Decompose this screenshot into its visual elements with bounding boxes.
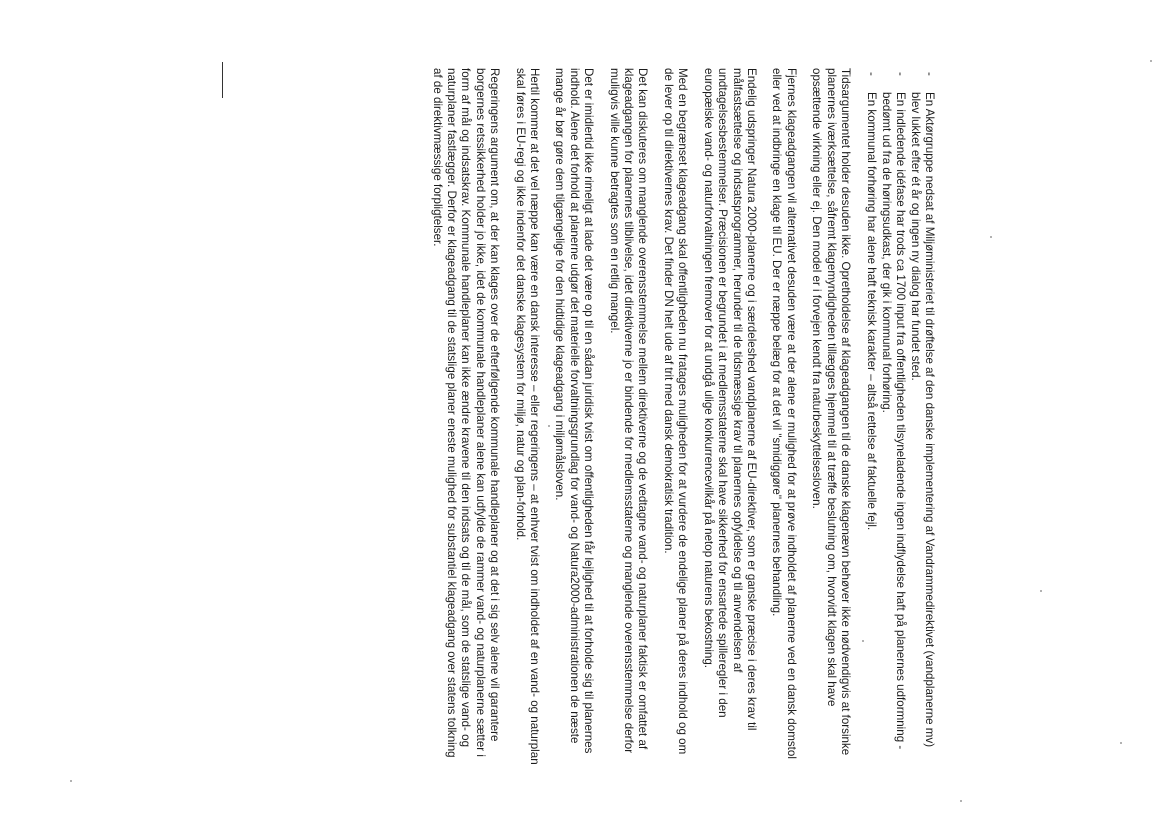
paragraph: Fjernes klageadgangen vil alternativet desuden være at der alene er mulighed for at prøve indholdet af planerne ved en dansk domstol eller ved at indbringe en klage til EU. Der er næppe belæg for at det vil "smidiggøre" planernes behandling. <box>770 68 798 759</box>
bullet-item: - En indledende idéfase har trods ca 1700 input fra offentligheden tilsyneladende ingen indflydelse haft på planernes udformning - bedømt ud fra de høringsudkast, der gik i kommunal forhøring. <box>878 92 907 768</box>
paragraph: Tidsargumentet holder desuden ikke. Opretholdelse af klageadgangen til de danske klagenævn behøver ikke nødvendigvis at forsinke planernes iværksættelse, såfremt klagemyndigheden tillægges hjemmel til at træffe beslutning om, hvorvidt klagen skal have opsættende virkning eller ej. Den model er i forvejen kendt fra naturbeskyttelsesloven. <box>810 68 852 756</box>
paragraph: Med en begrænset klageadgang skal offentligheden nu fratages muligheden for at vurdere de endelige planer på deres indhold og om de lever op til direktivernes krav. Det finder DN helt ude af trit med dansk demokratisk tradition. <box>661 68 690 755</box>
paragraph: Hertil kommer at det vel næppe kan være en dansk interesse – eller regeringens – at enhver tvist om indholdet af en vand- og naturplan skal føres i EU-regi og ikke indenfor det danske klagesystem for miljø, natur og plan-forhold. <box>513 68 542 765</box>
paragraph: Endelig udspringer Natura 2000-planerne og i særdeleshed vandplanerne af EU-direktiver, som er ganske præcise i deres krav til målfastsættelse og indsatsprogrammer, herunder til de tidsmæssige krav til planernes opfyldelse og til anvendelsen af undtagelsesbestemmelser. Præcisionen er begrundet i at medlemsstaterne skal have sikkerhed for ensartede spilleregler i den europæiske vand- og naturforvaltningen fremover for at undgå ulige konkurrencevilkår på netop naturens bekostning. <box>701 68 758 731</box>
scan-speck <box>990 236 992 238</box>
paragraph: Det kan diskuteres om manglende overensstemmelse mellem direktiverne og de vedtagne vand- og naturplaner faktisk er omfattet af klageadgangen for planernes tilblivelse, idet direktiverne jo er bindende for medlemsstaterne og manglende overensstemmelse derfor muligvis ville kunne betragtes som en retlig mangel. <box>607 68 650 754</box>
paragraph: Regeringens argument om, at der kan klages over de efterfølgende kommunale handleplaner og at det i sig selv alene vil garantere borgernes retssikkerhed holder jo ikke, idet de kommunale handleplaner alene kan udfylde de rammer vand- og naturplanerne sætter i form af mål og indsatskrav. Kommunale handleplaner kan ikke ændre kravene til den indsats og til de mål, som de statslige vand- og naturplaner fastlægger. Derfor er klageadgang til de statslige planer eneste mulighed for substantiel klageadgang over statens tolkning af de direktivmæssige forpligtelser. <box>430 68 502 758</box>
bullet-item: - En kommunal forhøring har alene haft teknisk karakter – altså rettelse af faktuelle fejl. <box>864 92 878 768</box>
document-body <box>138 68 936 768</box>
scan-speck <box>1120 742 1122 744</box>
scan-speck <box>1040 590 1042 592</box>
bullet-list <box>864 68 936 768</box>
paragraph: Det er imidlertid ikke rimeligt at lade det være op til en sådan juridisk tvist om offentligheden får lejlighed til at forholde sig til planernes indhold. Alene det forhold at planerne udgør det materielle forvaltningsgrundlag for vand- og Natura2000-administrationen de næste mange år bør gøre dem tilgængelige for den hidtidige klageadgang i miljømålsloven. <box>553 68 596 754</box>
scan-speck <box>70 780 72 782</box>
bullet-item: - En Aktørgruppe nedsat af Miljøministeriet til drøftelse af den danske implementering af Vandrammedirektivet (vandplanerne mv) blev lukket efter ét år og ingen ny dialog har fundet sted. <box>907 92 936 768</box>
scan-speck <box>1150 60 1152 62</box>
scan-speck <box>960 800 962 802</box>
